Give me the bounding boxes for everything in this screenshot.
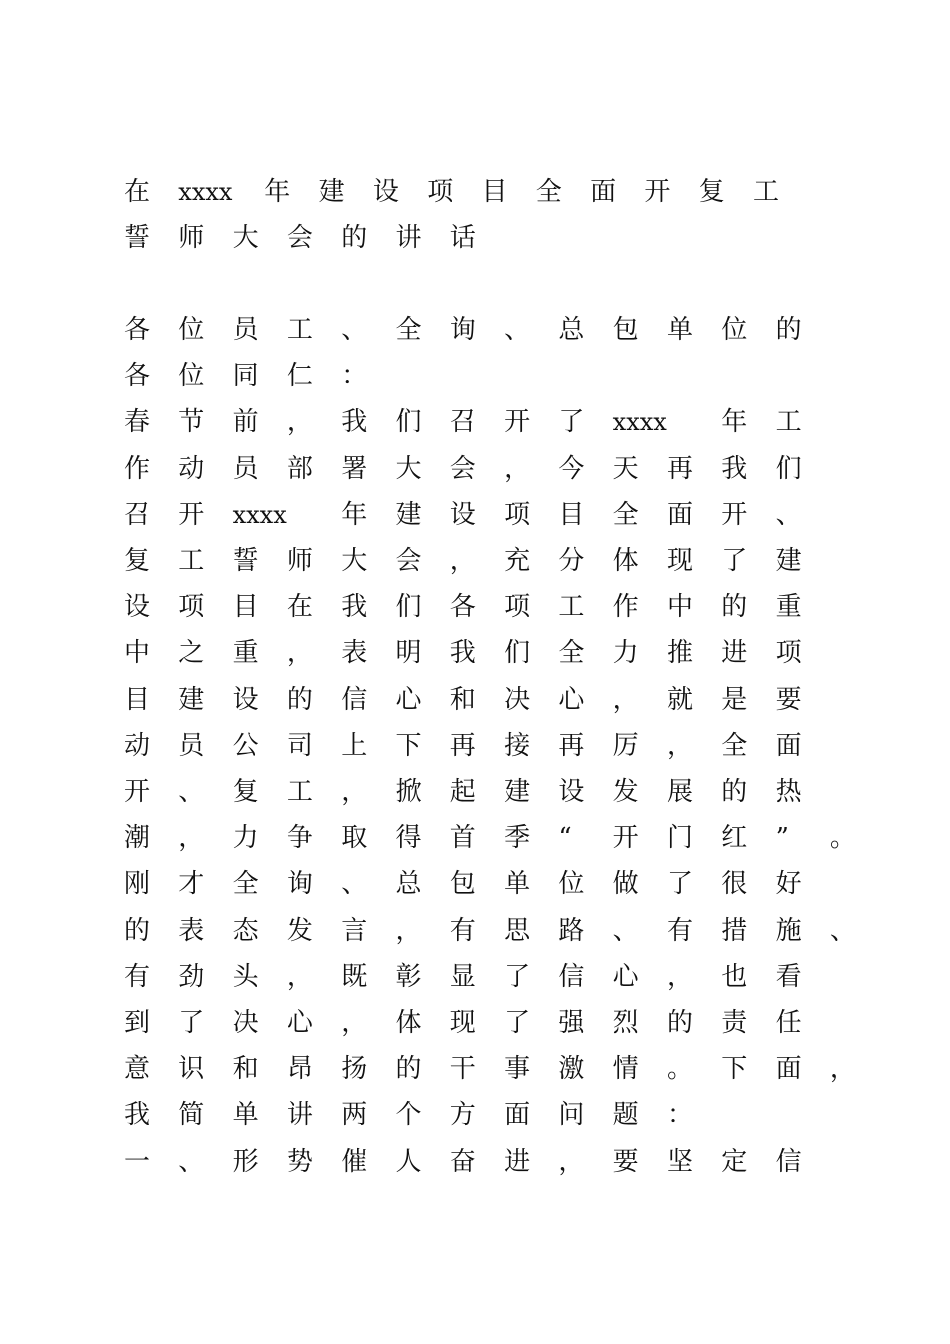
line-char: 全 [721, 730, 748, 761]
line-char: 我 [341, 592, 368, 623]
line-char: 的 [721, 592, 748, 623]
body-line [124, 957, 844, 997]
line-char: ， [341, 777, 368, 807]
line-char: 面 [775, 1054, 802, 1085]
line-char: 署 [341, 453, 368, 484]
line-char: 大 [232, 223, 259, 253]
line-char: 、 [829, 915, 856, 946]
line-char: 位 [178, 315, 205, 345]
line-char: 发 [612, 777, 639, 807]
line-char: 彰 [395, 961, 422, 992]
body-line [124, 726, 844, 766]
line-char: 大 [395, 453, 422, 484]
line-char: 方 [449, 1100, 476, 1131]
line-char: 各 [124, 361, 151, 392]
line-char: 潮 [124, 823, 151, 854]
line-char: 路 [558, 915, 585, 946]
line-char: 誓 [124, 223, 151, 253]
body-line [124, 1142, 844, 1182]
line-char: 誓 [232, 546, 259, 576]
line-char: 奋 [449, 1146, 476, 1177]
line-char: 仁 [286, 361, 313, 392]
line-char: 之 [178, 638, 205, 669]
line-char: 有 [449, 915, 476, 946]
line-char: 的 [341, 223, 368, 253]
body-line [124, 818, 856, 858]
line-char: 全 [395, 315, 422, 345]
line-char: 是 [721, 684, 748, 715]
line-char: 、 [612, 915, 639, 946]
line-char: 信 [558, 961, 585, 992]
line-char: 人 [395, 1146, 422, 1177]
line-char: 总 [558, 315, 585, 345]
line-char: 、 [341, 315, 368, 345]
line-char: 表 [178, 915, 205, 946]
line-char: 目 [232, 592, 259, 623]
line-char: ， [286, 638, 313, 669]
line-char: 们 [395, 407, 422, 438]
line-char: 大 [341, 546, 368, 576]
line-char: 员 [232, 315, 259, 345]
line-char: 前 [232, 407, 259, 438]
line-char: 讲 [395, 223, 422, 253]
line-char: 动 [124, 730, 151, 761]
line-char: 了 [666, 869, 693, 900]
line-char: 我 [341, 407, 368, 438]
line-char: 心 [395, 684, 422, 715]
line-char: 坚 [666, 1146, 693, 1177]
line-char: 目 [481, 177, 508, 207]
line-char: 了 [721, 546, 748, 576]
line-char: 开 [721, 499, 748, 530]
line-char: 我 [721, 453, 748, 484]
line-char: 了 [558, 407, 585, 438]
line-char: 到 [124, 1008, 151, 1038]
line-char: 、 [341, 869, 368, 900]
line-char: 设 [449, 499, 476, 530]
line-char: 识 [178, 1054, 205, 1085]
line-char: ， [504, 453, 531, 484]
line-char: ， [558, 1146, 585, 1177]
line-char: 中 [124, 638, 151, 669]
line-char: 会 [449, 453, 476, 484]
line-char: 师 [178, 223, 205, 253]
line-char: 起 [449, 777, 476, 807]
line-char: 、 [775, 499, 802, 530]
line-char: 措 [721, 915, 748, 946]
line-char: 显 [449, 961, 476, 992]
line-char: 面 [775, 730, 802, 761]
line-char: 、 [178, 1146, 205, 1177]
line-char: 项 [775, 638, 802, 669]
line-char: 定 [721, 1146, 748, 1177]
line-char: 开 [124, 777, 151, 807]
line-char: 心 [286, 1008, 313, 1038]
line-char: xxxx [232, 500, 287, 529]
line-char: 体 [612, 546, 639, 576]
line-char: 简 [178, 1100, 205, 1131]
line-char: 。 [829, 823, 856, 854]
line-char: 司 [286, 730, 313, 761]
line-char: 事 [504, 1054, 531, 1085]
line-char: 重 [232, 638, 259, 669]
line-char: 作 [124, 453, 151, 484]
line-char: ， [286, 961, 313, 992]
line-char: 工 [775, 407, 802, 438]
body-line [124, 449, 844, 489]
line-char: 位 [721, 315, 748, 345]
line-char: 年 [341, 499, 368, 530]
line-char: 讲 [286, 1100, 313, 1131]
line-char: 了 [504, 1008, 531, 1038]
line-char: 体 [395, 1008, 422, 1038]
line-char: 动 [178, 453, 205, 484]
title-line-1 [124, 172, 844, 212]
line-char: 充 [504, 546, 531, 576]
line-char: 再 [449, 730, 476, 761]
line-char: ， [829, 1054, 856, 1085]
line-char: 取 [341, 823, 368, 854]
line-char: 员 [232, 453, 259, 484]
line-char: 。 [666, 1054, 693, 1085]
line-char: 心 [612, 961, 639, 992]
line-char: 总 [395, 869, 422, 900]
line-char: 工 [752, 177, 779, 207]
line-char: 复 [232, 777, 259, 807]
line-char: 工 [558, 592, 585, 623]
line-char: 项 [504, 592, 531, 623]
line-char: 我 [449, 638, 476, 669]
line-char: ， [449, 546, 476, 576]
line-char: 思 [504, 915, 531, 946]
line-char: 形 [232, 1146, 259, 1177]
line-char: 召 [124, 499, 151, 530]
line-char: 询 [286, 869, 313, 900]
body-line [124, 402, 844, 442]
line-char: 好 [775, 869, 802, 900]
line-char: 在 [286, 592, 313, 623]
line-char: 的 [124, 915, 151, 946]
line-char: 刚 [124, 869, 151, 900]
line-char: 做 [612, 869, 639, 900]
line-char: 项 [504, 499, 531, 530]
body-line [124, 1003, 844, 1043]
line-char: 工 [286, 315, 313, 345]
line-char: ， [341, 1008, 368, 1038]
line-char: 决 [232, 1008, 259, 1038]
line-char: 建 [178, 684, 205, 715]
body-line [124, 587, 844, 627]
line-char: 召 [449, 407, 476, 438]
line-char: 员 [178, 730, 205, 761]
line-char: 言 [341, 915, 368, 946]
line-char: 我 [124, 1100, 151, 1131]
line-char: 春 [124, 407, 151, 438]
line-char: 厉 [612, 730, 639, 761]
line-char: 工 [286, 777, 313, 807]
line-char: 进 [721, 638, 748, 669]
line-char: 项 [178, 592, 205, 623]
line-char: 很 [721, 869, 748, 900]
line-char: 进 [504, 1146, 531, 1177]
line-char: 中 [666, 592, 693, 623]
line-char: 今 [558, 453, 585, 484]
line-char: 建 [395, 499, 422, 530]
line-char: 热 [775, 777, 802, 807]
line-char: 设 [558, 777, 585, 807]
line-char: ， [395, 915, 422, 946]
line-char: ， [286, 407, 313, 438]
line-char: 信 [341, 684, 368, 715]
line-char: 情 [612, 1054, 639, 1085]
line-char: 展 [666, 777, 693, 807]
line-char: 师 [286, 546, 313, 576]
line-char: 了 [504, 961, 531, 992]
body-line [124, 1095, 844, 1135]
line-char: 话 [449, 223, 476, 253]
line-char: 年 [721, 407, 748, 438]
line-char: 意 [124, 1054, 151, 1085]
line-char: 包 [449, 869, 476, 900]
line-char: ， [612, 684, 639, 715]
line-char: 建 [504, 777, 531, 807]
line-char: 面 [590, 177, 617, 207]
line-char: 面 [504, 1100, 531, 1131]
line-char: 和 [232, 1054, 259, 1085]
line-char: xxxx [612, 408, 667, 437]
line-char: 复 [124, 546, 151, 576]
line-char: 建 [318, 177, 345, 207]
line-char: ， [178, 823, 205, 854]
line-char: 有 [124, 961, 151, 992]
line-char: 会 [286, 223, 313, 253]
body-line [124, 1049, 856, 1089]
body-line [124, 495, 844, 535]
line-char: 既 [341, 961, 368, 992]
line-char: 力 [232, 823, 259, 854]
line-char: 激 [558, 1054, 585, 1085]
line-char: 态 [232, 915, 259, 946]
line-char: 重 [775, 592, 802, 623]
line-char: 公 [232, 730, 259, 761]
line-char: ， [666, 961, 693, 992]
line-char: 有 [666, 915, 693, 946]
line-char: 两 [341, 1100, 368, 1131]
line-char: 头 [232, 961, 259, 992]
line-char: 也 [721, 961, 748, 992]
body-line [124, 310, 844, 350]
line-char: “ [558, 823, 572, 854]
line-char: 催 [341, 1146, 368, 1177]
line-char: 力 [612, 638, 639, 669]
line-char: 的 [666, 1008, 693, 1038]
line-char: 红 [721, 823, 748, 854]
line-char: 开 [612, 823, 639, 854]
line-char: 全 [612, 499, 639, 530]
body-line [124, 680, 844, 720]
line-char: 现 [449, 1008, 476, 1038]
line-char: 烈 [612, 1008, 639, 1038]
line-char: 现 [666, 546, 693, 576]
line-char: 下 [395, 730, 422, 761]
line-char: 们 [775, 453, 802, 484]
line-char: 才 [178, 869, 205, 900]
line-char: 、 [504, 315, 531, 345]
line-char: 建 [775, 546, 802, 576]
line-char: 再 [558, 730, 585, 761]
line-char: 问 [558, 1100, 585, 1131]
line-char: 、 [178, 777, 205, 807]
body-line [124, 633, 844, 673]
line-char: ” [775, 823, 789, 854]
line-char: ： [341, 361, 368, 392]
line-char: 年 [264, 177, 291, 207]
line-char: 作 [612, 592, 639, 623]
line-char: 决 [504, 684, 531, 715]
line-char: 表 [341, 638, 368, 669]
line-char: 各 [449, 592, 476, 623]
line-char: 单 [232, 1100, 259, 1131]
line-char: 在 [124, 177, 151, 207]
line-char: 询 [449, 315, 476, 345]
line-char: 部 [286, 453, 313, 484]
line-char: 设 [372, 177, 399, 207]
line-char: 位 [558, 869, 585, 900]
line-char: 掀 [395, 777, 422, 807]
line-char: 明 [395, 638, 422, 669]
line-char: ， [666, 730, 693, 761]
line-char: 扬 [341, 1054, 368, 1085]
line-char: 信 [775, 1146, 802, 1177]
line-char: 的 [286, 684, 313, 715]
line-char: 目 [124, 684, 151, 715]
line-char: 季 [504, 823, 531, 854]
line-char: 干 [449, 1054, 476, 1085]
line-char: 包 [612, 315, 639, 345]
line-char: 昂 [286, 1054, 313, 1085]
line-char: 的 [721, 777, 748, 807]
line-char: 要 [775, 684, 802, 715]
line-char: 工 [178, 546, 205, 576]
line-char: 全 [232, 869, 259, 900]
line-char: 接 [504, 730, 531, 761]
line-char: 的 [775, 315, 802, 345]
line-char: 心 [558, 684, 585, 715]
line-char: 面 [666, 499, 693, 530]
line-char: 首 [449, 823, 476, 854]
line-char: 的 [395, 1054, 422, 1085]
line-char: 争 [286, 823, 313, 854]
line-char: 位 [178, 361, 205, 392]
line-char: 单 [504, 869, 531, 900]
title-line-2 [124, 218, 844, 258]
line-char: 全 [558, 638, 585, 669]
line-char: 单 [666, 315, 693, 345]
line-char: 节 [178, 407, 205, 438]
line-char: 个 [395, 1100, 422, 1131]
line-char: 强 [558, 1008, 585, 1038]
line-char: 们 [395, 592, 422, 623]
line-char: 再 [666, 453, 693, 484]
line-char: 要 [612, 1146, 639, 1177]
line-char: 开 [178, 499, 205, 530]
line-char: 开 [504, 407, 531, 438]
line-char: 任 [775, 1008, 802, 1038]
line-char: 一 [124, 1146, 151, 1177]
line-char: 了 [178, 1008, 205, 1038]
line-char: 分 [558, 546, 585, 576]
line-char: 同 [232, 361, 259, 392]
line-char: xxxx [178, 178, 233, 206]
line-char: 全 [535, 177, 562, 207]
line-char: 会 [395, 546, 422, 576]
line-char: 下 [721, 1054, 748, 1085]
body-line [124, 541, 844, 581]
line-char: 劲 [178, 961, 205, 992]
line-char: 门 [666, 823, 693, 854]
line-char: 设 [232, 684, 259, 715]
body-line [124, 772, 844, 812]
line-char: 发 [286, 915, 313, 946]
line-char: 推 [666, 638, 693, 669]
body-line [124, 864, 844, 904]
line-char: 势 [286, 1146, 313, 1177]
line-char: 题 [612, 1100, 639, 1131]
line-char: 和 [449, 684, 476, 715]
line-char: 目 [558, 499, 585, 530]
line-char: 复 [698, 177, 725, 207]
line-char: 开 [644, 177, 671, 207]
line-char: 施 [775, 915, 802, 946]
line-char: 得 [395, 823, 422, 854]
line-char: 就 [666, 684, 693, 715]
line-char: 设 [124, 592, 151, 623]
body-line [124, 911, 856, 951]
line-char: 们 [504, 638, 531, 669]
line-char: 上 [341, 730, 368, 761]
line-char: 看 [775, 961, 802, 992]
line-char: 各 [124, 315, 151, 345]
line-char: 天 [612, 453, 639, 484]
body-line [124, 356, 844, 396]
line-char: ： [666, 1100, 693, 1131]
line-char: 责 [721, 1008, 748, 1038]
line-char: 项 [427, 177, 454, 207]
